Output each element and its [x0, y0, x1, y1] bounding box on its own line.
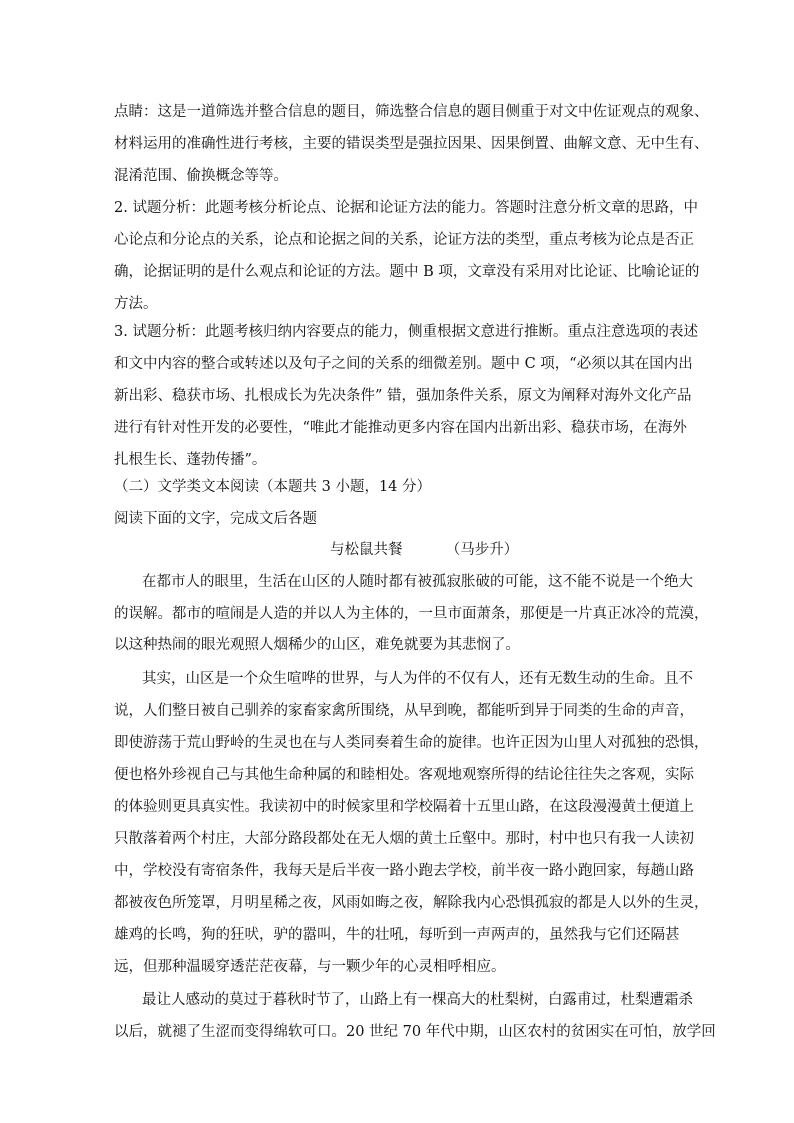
p2-line-9: 雄鸡的长鸣，狗的狂吠，驴的嚣叫，牛的壮吼，每听到一声两声的，虽然我与它们还隔甚 [114, 927, 680, 943]
p2-line-5: 的体验则更具真实性。我读初中的时候家里和学校隔着十五里山路，在这段漫漫黄土便道上 [114, 799, 694, 815]
q3-line-2: 和文中内容的整合或转述以及句子之间的关系的细微差别。题中 C 项，“必须以其在国内出 [114, 356, 693, 372]
p1-line-2: 的误解。都市的喧闹是人造的并以人为主体的，一旦市面萧条，那便是一片真正冰冷的荒漠， [114, 606, 709, 622]
dianjing-line-1: 点睛：这是一道筛选并整合信息的题目，筛选整合信息的题目侧重于对文中佐证观点的观象、 [114, 104, 709, 120]
dianjing-line-3: 混淆范围、偷换概念等等。 [114, 168, 288, 184]
p2-line-10: 远，但那种温暖穿透茫茫夜幕，与一颗少年的心灵相呼相应。 [114, 959, 506, 975]
p2-line-3: 即使游荡于荒山野岭的生灵也在与人类同奏着生命的旋律。也许正因为山里人对孤独的恐惧， [114, 735, 709, 751]
p2-line-4: 便也格外珍视自己与其他生命种属的和睦相处。客观地观察所得的结论往往失之客观，实际 [114, 767, 694, 783]
article-title-row [330, 540, 518, 560]
q3-line-3: 新出彩、稳获市场、扎根成长为先决条件” 错，强加条件关系，原文为阐释对海外文化产品 [114, 388, 692, 404]
section-instruction: 阅读下面的文字，完成文后各题 [114, 511, 317, 527]
q2-line-1: 2. 试题分析：此题考核分析论点、论据和论证方法的能力。答题时注意分析文章的思路，中 [114, 200, 698, 216]
p2-line-8: 都被夜色所笼罩，月明星稀之夜，风雨如晦之夜，解除我内心恐惧孤寂的都是人以外的生灵， [114, 895, 709, 911]
p3-line-1: 最让人感动的莫过于暮秋时节了，山路上有一棵高大的杜梨树，白露甫过，杜梨遭霜杀 [142, 992, 693, 1008]
q2-line-4: 方法。 [114, 296, 158, 312]
p3-line-2: 以后，就褪了生涩而变得绵软可口。20 世纪 70 年代中期，山区农村的贫困实在可怕，放学回 [114, 1024, 716, 1040]
q3-line-5: 扎根生长、蓬勃传播”。 [114, 452, 267, 468]
dianjing-line-2: 材料运用的准确性进行考核，主要的错误类型是强拉因果、因果倒置、曲解文意、无中生有、 [114, 136, 709, 152]
article-author: （马步升） [445, 542, 519, 558]
p1-line-3: 以这种热闹的眼光观照人烟稀少的山区，难免就要为其悲悯了。 [114, 637, 520, 653]
q2-line-2: 心论点和分论点的关系，论点和论据之间的关系，论证方法的类型，重点考核为论点是否正 [114, 232, 694, 248]
p1-line-1: 在都市人的眼里，生活在山区的人随时都有被孤寂胀破的可能，这不能不说是一个绝大 [142, 574, 693, 590]
p2-line-7: 中，学校没有寄宿条件，我每天是后半夜一路小跑去学校，前半夜一路小跑回家，每趟山路 [114, 863, 694, 879]
q3-line-4: 进行有针对性开发的必要性，“唯此才能推动更多内容在国内出新出彩、稳获市场，在海外 [114, 420, 687, 436]
p2-line-2: 说，人们整日被自己驯养的家畜家禽所围绕，从早到晚，都能听到异于同类的生命的声音， [114, 703, 694, 719]
p2-line-6: 只散落着两个村庄，大部分路段都处在无人烟的黄土丘壑中。那时，村中也只有我一人读初 [114, 831, 694, 847]
article-title: 与松鼠共餐 [330, 542, 403, 558]
p2-line-1: 其实，山区是一个众生喧哗的世界，与人为伴的不仅有人，还有无数生动的生命。且不 [142, 671, 693, 687]
q3-line-1: 3. 试题分析：此题考核归纳内容要点的能力，侧重根据文意进行推断。重点注意选项的表述 [114, 324, 698, 340]
q2-line-3: 确，论据证明的是什么观点和论证的方法。题中 B 项，文章没有采用对比论证、比喻论证的 [114, 264, 700, 280]
section-heading: （二）文学类文本阅读（本题共 3 小题，14 分） [114, 479, 432, 495]
